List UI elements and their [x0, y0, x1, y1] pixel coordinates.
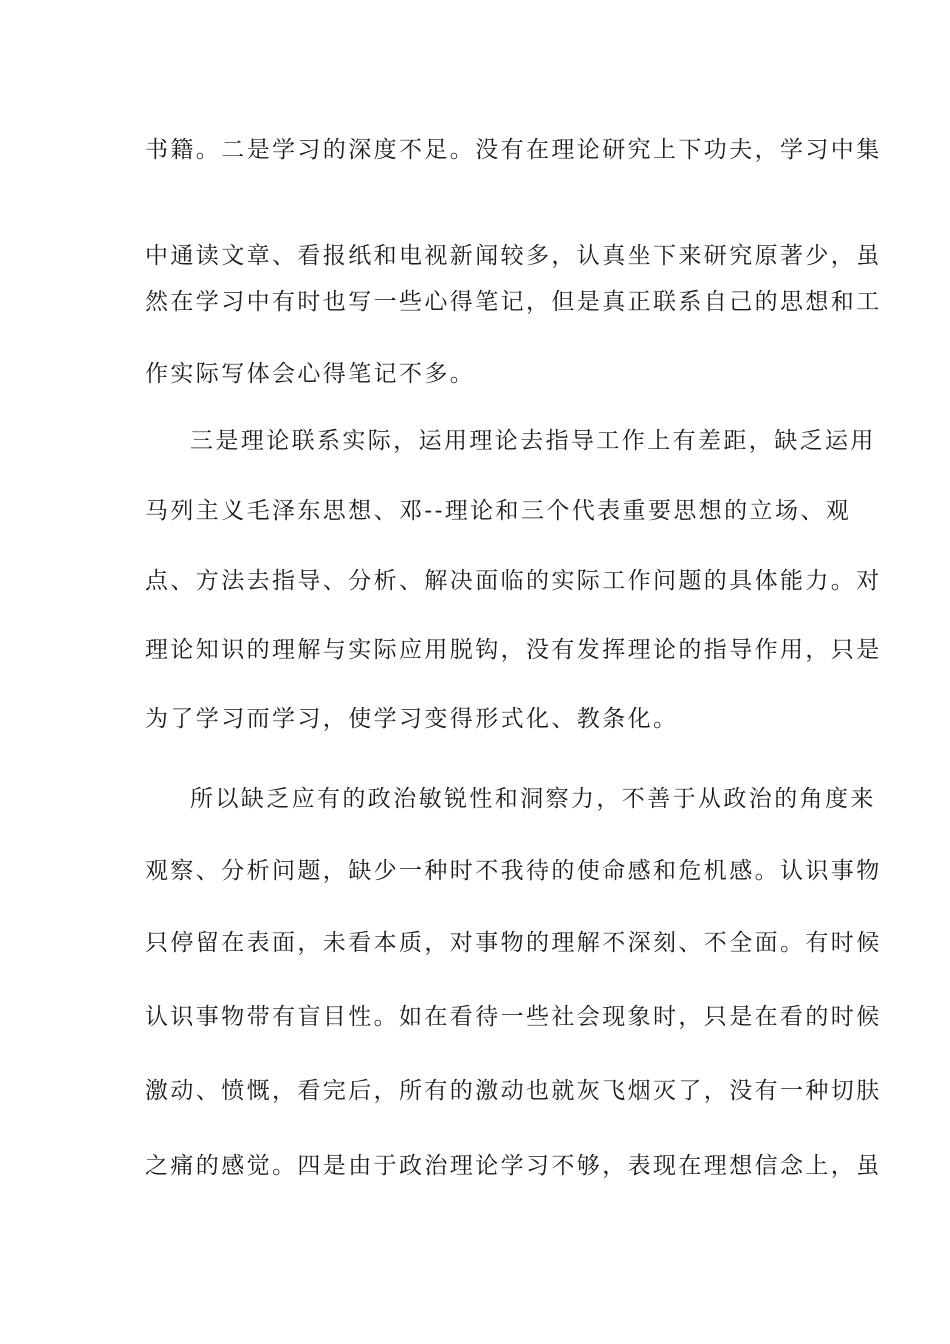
text-line: 马列主义毛泽东思想、邓--理论和三个代表重要思想的立场、观: [145, 498, 852, 524]
text-line: 点、方法去指导、分析、解决面临的实际工作问题的具体能力。对: [145, 568, 882, 594]
text-line: 激动、愤慨，看完后，所有的激动也就灰飞烟灭了，没有一种切肤: [145, 1078, 882, 1104]
paragraph-start-line: 所以缺乏应有的政治敏锐性和洞察力，不善于从政治的角度来: [190, 786, 876, 812]
text-line: 书籍。二是学习的深度不足。没有在理论研究上下功夫，学习中集: [145, 137, 882, 163]
text-line: 之痛的感觉。四是由于政治理论学习不够，表现在理想信念上，虽: [145, 1153, 882, 1179]
text-line: 为了学习而学习，使学习变得形式化、教条化。: [145, 706, 679, 732]
text-line: 只停留在表面，未看本质，对事物的理解不深刻、不全面。有时候: [145, 930, 882, 956]
text-line: 认识事物带有盲目性。如在看待一些社会现象时，只是在看的时候: [145, 1004, 882, 1030]
paragraph-start-line: 三是理论联系实际，运用理论去指导工作上有差距，缺乏运用: [190, 428, 876, 454]
text-line: 中通读文章、看报纸和电视新闻较多，认真坐下来研究原著少，虽: [145, 243, 882, 269]
text-line: 作实际写体会心得笔记不多。: [145, 361, 476, 387]
text-line: 理论知识的理解与实际应用脱钩，没有发挥理论的指导作用，只是: [145, 637, 882, 663]
text-line: 观察、分析问题，缺少一种时不我待的使命感和危机感。认识事物: [145, 858, 882, 884]
text-line: 然在学习中有时也写一些心得笔记，但是真正联系自己的思想和工: [145, 289, 882, 315]
